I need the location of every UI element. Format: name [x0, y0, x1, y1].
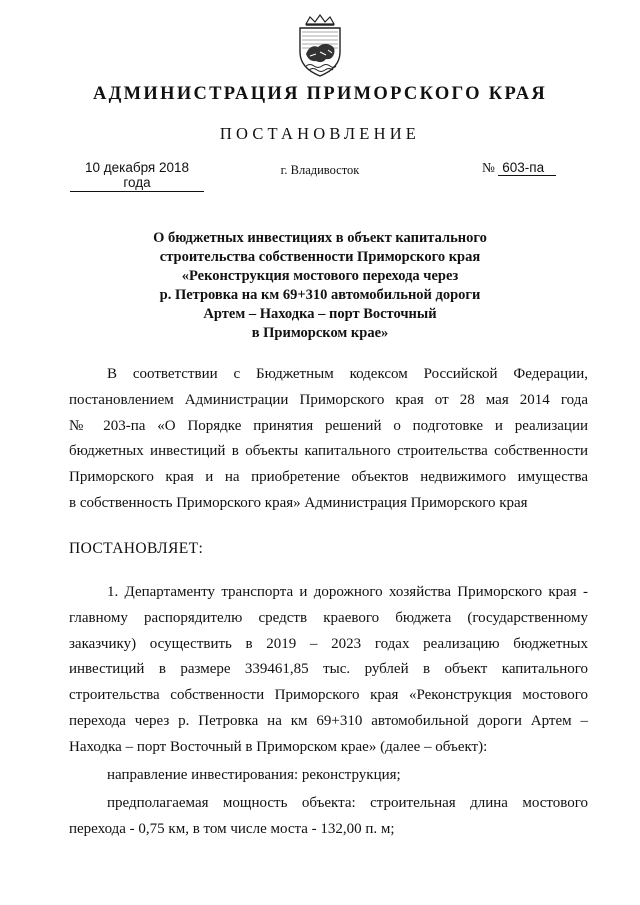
resolves-label: ПОСТАНОВЛЯЕТ:	[69, 540, 204, 557]
preamble-paragraph	[69, 362, 588, 517]
text-line: В соответствии с Бюджетным кодексом Российской Федерации,	[107, 366, 588, 382]
text-line: заказчику) осуществить в 2019 – 2023 годах реализацию бюджетных	[69, 635, 588, 652]
document-number-field	[482, 160, 562, 176]
text-line: Находка – порт Восточный в Приморском крае» (далее – объект):	[69, 738, 488, 755]
text-line: в собственность Приморского края» Администрация Приморского края	[69, 494, 528, 511]
title-line: р. Петровка на км 69+310 автомобильной дороги	[159, 287, 481, 303]
text-line: Приморского края и на приобретение объектов недвижимого имущества	[69, 469, 588, 486]
text-line: перехода - 0,75 км, в том числе моста - 132,00 п. м;	[69, 820, 395, 837]
title-line: О бюджетных инвестициях в объект капитального	[153, 230, 487, 246]
decree-title	[120, 229, 520, 343]
text-line: перехода через р. Петровка на км 69+310 автомобильной дороги Артем –	[69, 712, 588, 729]
text-line: строительства собственности Приморского края «Реконструкция мостового	[69, 687, 588, 704]
text-line: 1. Департаменту транспорта и дорожного хозяйства Приморского края -	[107, 584, 588, 600]
text-line: направление инвестирования: реконструкция;	[107, 767, 401, 783]
title-line: Артем – Находка – порт Восточный	[203, 306, 437, 322]
capacity-paragraph	[69, 791, 588, 843]
clause-1-paragraph	[69, 580, 588, 761]
investment-direction-paragraph	[69, 763, 588, 789]
document-type: ПОСТАНОВЛЕНИЕ	[219, 124, 421, 143]
organization-title: АДМИНИСТРАЦИЯ ПРИМОРСКОГО КРАЯ	[92, 84, 548, 104]
document-number: 603-па	[498, 160, 556, 176]
document-date: 10 декабря 2018 года	[70, 160, 204, 192]
coat-of-arms-emblem	[292, 14, 348, 78]
text-line: бюджетных инвестиций в объекты капитального строительства собственности	[69, 443, 588, 460]
text-line: предполагаемая мощность объекта: строительная длина мостового	[107, 795, 588, 811]
document-city: г. Владивосток	[280, 163, 360, 177]
text-line: инвестиций в размере 339461,85 тыс. рублей в объект капитального	[69, 661, 588, 678]
text-line: главному распорядителю средств краевого бюджета (государственному	[69, 609, 588, 626]
title-line: «Реконструкция мостового перехода через	[181, 268, 459, 284]
text-line: № 203-па «О Порядке принятия решений о подготовке и реализации	[69, 417, 588, 434]
number-sign: №	[482, 160, 495, 175]
title-line: строительства собственности Приморского края	[159, 249, 481, 265]
title-line: в Приморском крае»	[251, 325, 389, 341]
text-line: постановлением Администрации Приморского края от 28 мая 2014 года	[69, 391, 588, 408]
